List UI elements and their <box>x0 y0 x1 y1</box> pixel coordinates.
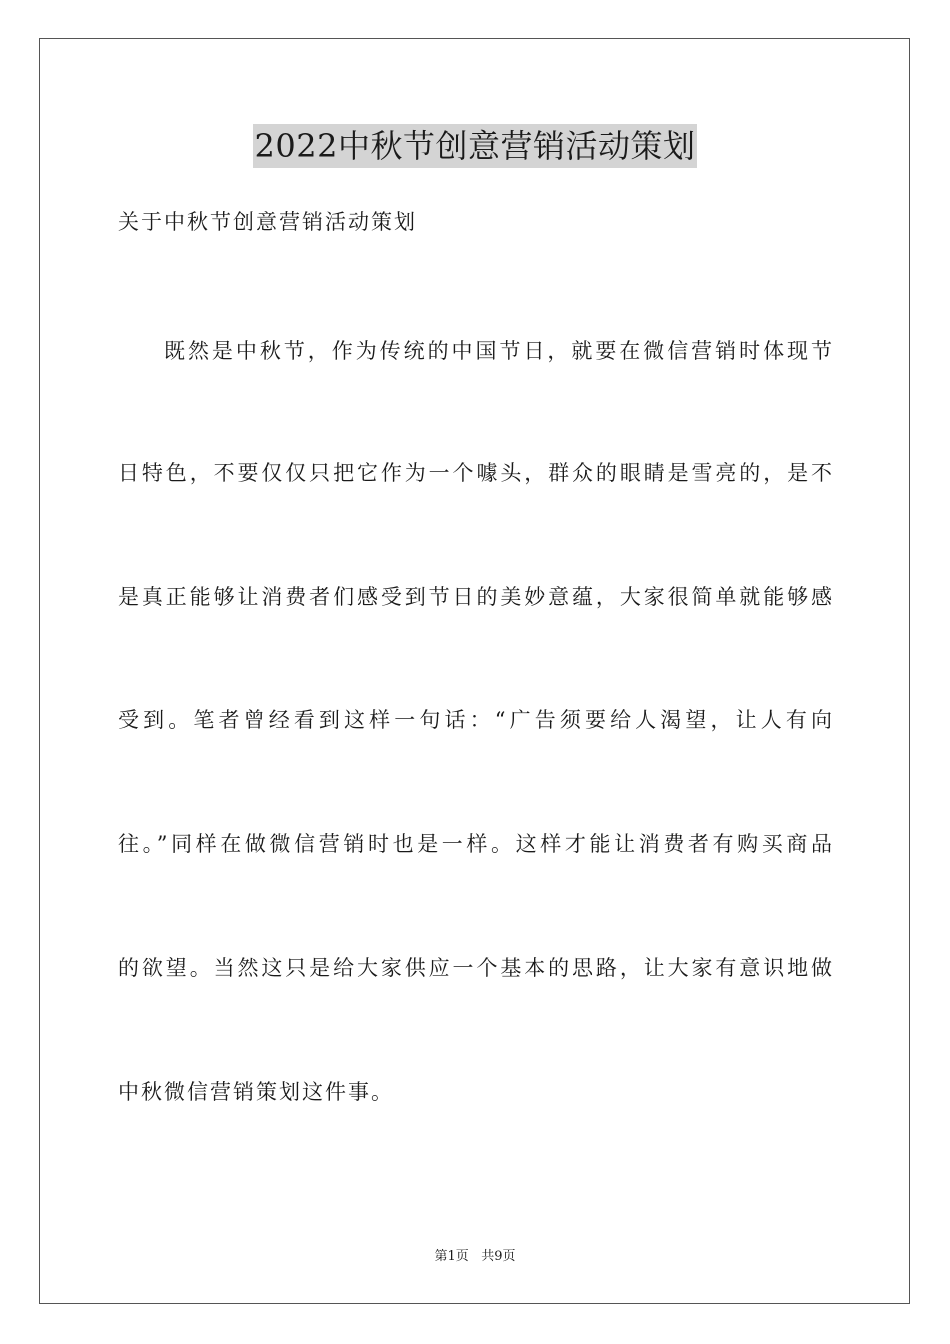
body-line-4: 受到。笔者曾经看到这样一句话：“广告须要给人渴望，让人有向 <box>118 708 832 732</box>
document-subtitle: 关于中秋节创意营销活动策划 <box>118 210 417 234</box>
body-line-1: 既然是中秋节，作为传统的中国节日，就要在微信营销时体现节 <box>164 339 832 363</box>
page-total: 共9页 <box>481 1249 516 1264</box>
body-line-7: 中秋微信营销策划这件事。 <box>118 1080 394 1104</box>
page-footer <box>0 1248 950 1266</box>
document-title <box>0 124 950 172</box>
document-title-text: 2022中秋节创意营销活动策划 <box>253 124 698 168</box>
body-line-5: 往。”同样在做微信营销时也是一样。这样才能让消费者有购买商品 <box>118 832 832 856</box>
body-line-6: 的欲望。当然这只是给大家供应一个基本的思路，让大家有意识地做 <box>118 956 832 980</box>
body-line-2: 日特色，不要仅仅只把它作为一个噱头，群众的眼睛是雪亮的，是不 <box>118 461 832 485</box>
body-line-3: 是真正能够让消费者们感受到节日的美妙意蕴，大家很简单就能够感 <box>118 585 832 609</box>
page-number: 第1页 <box>434 1249 469 1264</box>
